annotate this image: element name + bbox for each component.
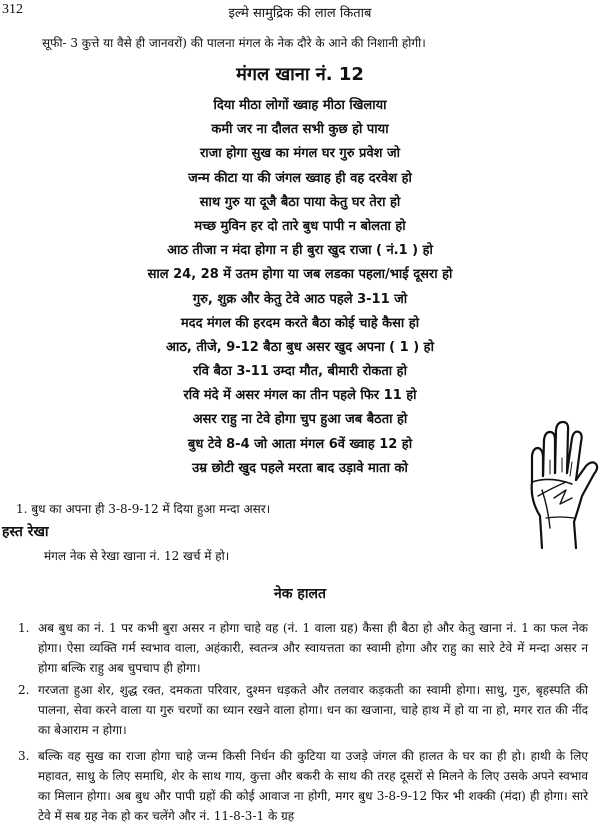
poem-line: कमी जर ना दौलत सभी कुछ हो पाया	[211, 122, 389, 138]
poem-line: असर राहु ना टेवे होगा चुप हुआ जब बैठता हो	[192, 412, 408, 428]
poem-line: उम्र छोटी खुद पहले मरता बाद उड़ावे माता को	[192, 460, 408, 476]
poem-line: जन्म कीटा या की जंगल ख्वाह ही वह दरवेश हो	[188, 170, 412, 186]
section-title: मंगल खाना नं. 12	[236, 64, 364, 85]
poem-line: साल 24, 28 में उतम होगा या जब लडका पहला/भाई दूसरा हो	[147, 267, 453, 283]
item-number: 3.	[18, 749, 30, 763]
poem-line: दिया मीठा लोगों ख्वाह मीठा खिलाया	[213, 98, 387, 113]
poem-line: मदद मंगल की हरदम करते बैठा कोई चाहे कैसा हो	[180, 315, 420, 331]
poem-line: राजा होगा सुख का मंगल घर गुरु प्रवेश जो	[199, 146, 401, 162]
hasta-rekha-heading: हस्त रेखा	[2, 524, 49, 540]
intro-line: सूफी- 3 कुत्ते या वैसे ही जानवरों) की पालना मंगल के नेक दौरे के आने की निशानी होगी।	[42, 36, 426, 50]
item-number: 2.	[18, 683, 30, 697]
item-text: बल्कि वह सुख का राजा होगा चाहे जन्म किसी निर्धन की कुटिया या उजड़े जंगल की हालत के घर का ही हो। हाथी के लिए महावत, साधु के लिए समाधि, शेर के साथ गाय, कुत्ता और बकरी के साथ की तरह दूसरों से मिलने के लिए उसके अपने स्वभाव का मिलान होगा। अब बुध और पापी ग्रहों की कोई आवाज ना होगी, मगर बुध 3-8-9-12 फिर भी शक्की (मंदा) ही होगा। सारे टेवे में सब ग्रह नेक हो कर चलेंगे और नं. 11-8-3-1 के ग्रह	[38, 749, 588, 823]
poem-line: आठ तीजा न मंदा होगा न ही बुरा खुद राजा ( नं.1 ) हो	[167, 243, 433, 259]
list-item	[18, 746, 588, 826]
page-number: 312	[2, 2, 23, 17]
poem-line: गुरु, शुक्र और केतु टेवे आठ पहले 3-11 जो	[192, 291, 408, 307]
poem-line: मच्छ मुविन हर दो तारे बुध पापी न बोलता हो	[194, 218, 406, 234]
hasta-rekha-text: मंगल नेक से रेखा खाना नं. 12 खर्च में हो।	[44, 549, 230, 563]
item-number: 1.	[18, 621, 30, 635]
poem-line: रवि बैठा 3-11 उम्दा मौत, बीमारी रोकता हो	[193, 364, 407, 380]
footnote: 1. बुध का अपना ही 3-8-9-12 में दिया हुआ मन्दा असर।	[16, 502, 271, 516]
poem-line: साथ गुरु या दूजै बैठा पाया केतु घर तेरा हो	[199, 194, 401, 210]
palm-hand-icon	[520, 418, 600, 553]
poem-line: आठ, तीजे, 9-12 बैठा बुध असर खुद अपना ( 1 ) हो	[166, 339, 434, 355]
poem-line: रवि मंदे में असर मंगल का तीन पहले फिर 11 हो	[183, 388, 417, 404]
list-item	[18, 680, 588, 740]
poem	[0, 94, 600, 481]
list-item	[18, 618, 588, 678]
poem-line: बुध टेवे 8-4 जो आता मंगल 6वें ख्वाह 12 हो	[187, 436, 413, 452]
nek-halat-heading: नेक हालत	[274, 586, 326, 602]
running-title: इल्मे सामुद्रिक की लाल किताब	[228, 6, 372, 21]
item-text: अब बुध का नं. 1 पर कभी बुरा असर न होगा चाहे वह (नं. 1 वाला ग्रह) कैसा ही बैठा हो और केतु खाना नं. 1 का फल नेक होगा। ऐसा व्यक्ति गर्म स्वभाव वाला, अहंकारी, स्वतन्त्र और स्वायत्तता का स्वामी होगा और राहु का सारे टेवे में मन्दा असर न होगा बल्कि राहु अब चुपचाप ही होगा।	[38, 621, 588, 675]
item-text: गरजता हुआ शेर, शुद्ध रक्त, दमकता परिवार, दुश्मन धड़कते और तलवार कड़कती का स्वामी होगा। साधु, गुरु, बृहस्पति की पालना, सेवा करने वाला या गुरु चरणों का ध्यान रखने वाला होगा। धन का खजाना, चाहे हाथ में हो या ना हो, मगर रात की नींद का बेआराम न होगा।	[38, 683, 588, 737]
